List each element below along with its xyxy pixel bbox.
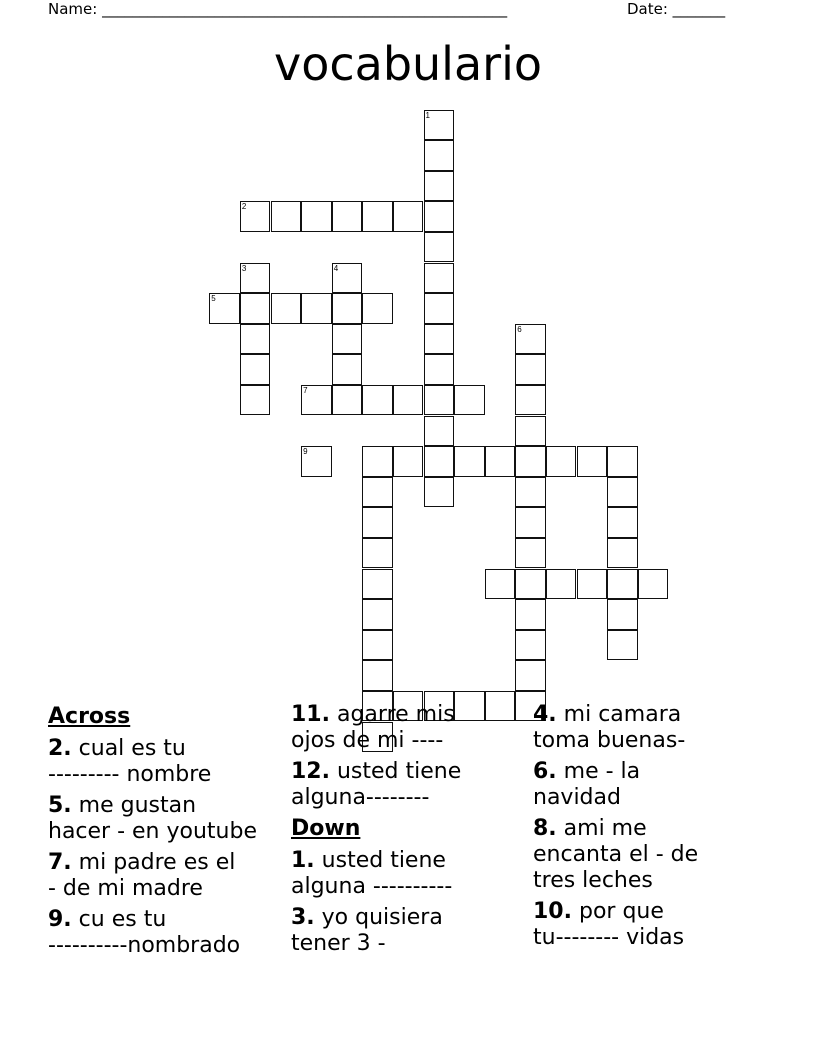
clue-item-text: me gustan hacer - en youtube — [48, 793, 257, 844]
grid-cell[interactable] — [332, 385, 363, 416]
clue-item — [48, 850, 283, 902]
grid-cell[interactable] — [332, 293, 363, 324]
clue-number: 3 — [241, 263, 247, 273]
grid-cell[interactable] — [271, 201, 302, 232]
grid-cell[interactable] — [362, 630, 393, 661]
grid-cell[interactable] — [515, 324, 546, 355]
grid-cell[interactable] — [515, 660, 546, 691]
grid-cell[interactable] — [424, 446, 455, 477]
clue-item-text: mi camara toma buenas- — [533, 702, 686, 753]
grid-cell[interactable] — [424, 110, 455, 141]
grid-cell[interactable] — [424, 201, 455, 232]
grid-cell[interactable] — [515, 416, 546, 447]
clue-number: 7 — [303, 385, 308, 395]
down-clue-list — [291, 848, 526, 957]
grid-cell[interactable] — [332, 263, 363, 294]
across-clue-list — [48, 736, 283, 959]
across-heading: Across — [48, 704, 131, 729]
grid-cell[interactable] — [638, 569, 669, 600]
clue-item-number: 5. — [48, 793, 72, 818]
clue-item — [533, 759, 773, 811]
grid-cell[interactable] — [362, 293, 393, 324]
grid-cell[interactable] — [515, 630, 546, 661]
grid-cell[interactable] — [424, 324, 455, 355]
clue-number: 6 — [517, 324, 522, 334]
grid-cell[interactable] — [607, 599, 638, 630]
clues-column-2 — [291, 702, 526, 962]
clue-item-text: mi padre es el - de mi madre — [48, 850, 236, 901]
grid-cell[interactable] — [424, 232, 455, 263]
grid-cell[interactable] — [607, 446, 638, 477]
grid-cell[interactable] — [607, 569, 638, 600]
grid-cell[interactable] — [485, 569, 516, 600]
down-clue-list-continued — [533, 702, 773, 951]
clue-number: 9 — [303, 447, 308, 457]
grid-cell[interactable] — [515, 538, 546, 569]
grid-cell[interactable] — [301, 385, 332, 416]
clue-item-text: usted tiene alguna ---------- — [291, 848, 453, 899]
clue-item — [48, 793, 283, 845]
clue-item-number: 12. — [291, 759, 330, 784]
grid-cell[interactable] — [577, 569, 608, 600]
clue-item — [291, 759, 526, 811]
clue-item-number: 10. — [533, 899, 572, 924]
grid-cell[interactable] — [485, 446, 516, 477]
clue-item-number: 3. — [291, 905, 315, 930]
grid-cell[interactable] — [515, 446, 546, 477]
grid-cell[interactable] — [301, 293, 332, 324]
grid-cell[interactable] — [546, 569, 577, 600]
grid-cell[interactable] — [332, 201, 363, 232]
clue-item — [291, 848, 526, 900]
grid-cell[interactable] — [424, 354, 455, 385]
grid-cell[interactable] — [515, 477, 546, 508]
grid-cell[interactable] — [301, 201, 332, 232]
grid-cell[interactable] — [393, 201, 424, 232]
grid-cell[interactable] — [209, 293, 240, 324]
grid-cell[interactable] — [362, 385, 393, 416]
clue-number: 2 — [241, 202, 247, 212]
grid-cell[interactable] — [515, 599, 546, 630]
grid-cell[interactable] — [546, 446, 577, 477]
grid-cell[interactable] — [515, 507, 546, 538]
clue-number: 1 — [425, 110, 430, 120]
grid-cell[interactable] — [607, 477, 638, 508]
grid-cell[interactable] — [301, 446, 332, 477]
clue-item — [48, 907, 283, 959]
grid-cell[interactable] — [393, 385, 424, 416]
grid-cell[interactable] — [607, 507, 638, 538]
grid-cell[interactable] — [362, 660, 393, 691]
down-heading: Down — [291, 816, 361, 841]
grid-cell[interactable] — [240, 354, 271, 385]
grid-cell[interactable] — [424, 171, 455, 202]
clue-item-text: cu es tu ----------nombrado — [48, 907, 241, 958]
grid-cell[interactable] — [515, 385, 546, 416]
grid-cell[interactable] — [424, 477, 455, 508]
grid-cell[interactable] — [240, 263, 271, 294]
clue-item-number: 11. — [291, 702, 330, 727]
clue-item-text: ami me encanta el - de tres leches — [533, 816, 699, 893]
clue-number: 5 — [211, 294, 216, 304]
date-field-label[interactable]: Date: _______ — [627, 0, 726, 18]
clue-item-number: 6. — [533, 759, 557, 784]
grid-cell[interactable] — [271, 293, 302, 324]
grid-cell[interactable] — [332, 324, 363, 355]
clue-item — [48, 736, 283, 788]
grid-cell[interactable] — [393, 446, 424, 477]
grid-cell[interactable] — [607, 538, 638, 569]
clues-column-3 — [533, 702, 773, 956]
clue-item — [291, 905, 526, 957]
grid-cell[interactable] — [424, 263, 455, 294]
clue-item-text: por que tu-------- vidas — [533, 899, 685, 950]
clue-item-text: me - la navidad — [533, 759, 641, 810]
grid-cell[interactable] — [607, 630, 638, 661]
clue-item — [533, 702, 773, 754]
grid-cell[interactable] — [424, 416, 455, 447]
clue-item-number: 8. — [533, 816, 557, 841]
clue-item-text: usted tiene alguna-------- — [291, 759, 462, 810]
grid-cell[interactable] — [424, 140, 455, 171]
grid-cell[interactable] — [515, 354, 546, 385]
grid-cell[interactable] — [362, 477, 393, 508]
grid-cell[interactable] — [362, 538, 393, 569]
clue-item-text: agarre mis ojos de mi ---- — [291, 702, 455, 753]
grid-cell[interactable] — [240, 293, 271, 324]
grid-cell[interactable] — [240, 385, 271, 416]
grid-cell[interactable] — [240, 324, 271, 355]
grid-cell[interactable] — [240, 201, 271, 232]
page-title: vocabulario — [273, 37, 542, 91]
grid-cell[interactable] — [362, 507, 393, 538]
grid-cell[interactable] — [454, 446, 485, 477]
clue-item-text: yo quisiera tener 3 - — [291, 905, 443, 956]
clue-item-number: 9. — [48, 907, 72, 932]
grid-cell[interactable] — [362, 201, 393, 232]
clue-number: 4 — [333, 263, 339, 273]
grid-cell[interactable] — [454, 385, 485, 416]
clue-item — [291, 702, 526, 754]
clues-column-1 — [48, 702, 283, 964]
grid-cell[interactable] — [515, 569, 546, 600]
clue-item-number: 4. — [533, 702, 557, 727]
grid-cell[interactable] — [362, 446, 393, 477]
clue-item-number: 2. — [48, 736, 72, 761]
across-clue-list-continued — [291, 702, 526, 811]
grid-cell[interactable] — [362, 569, 393, 600]
clue-item — [533, 899, 773, 951]
grid-cell[interactable] — [424, 385, 455, 416]
grid-cell[interactable] — [577, 446, 608, 477]
name-field-label[interactable]: Name: ______________________________________________________ — [48, 0, 508, 18]
clue-item — [533, 816, 773, 894]
grid-cell[interactable] — [362, 599, 393, 630]
grid-cell[interactable] — [424, 293, 455, 324]
clue-item-number: 7. — [48, 850, 72, 875]
clue-item-number: 1. — [291, 848, 315, 873]
clue-item-text: cual es tu --------- nombre — [48, 736, 212, 787]
grid-cell[interactable] — [332, 354, 363, 385]
